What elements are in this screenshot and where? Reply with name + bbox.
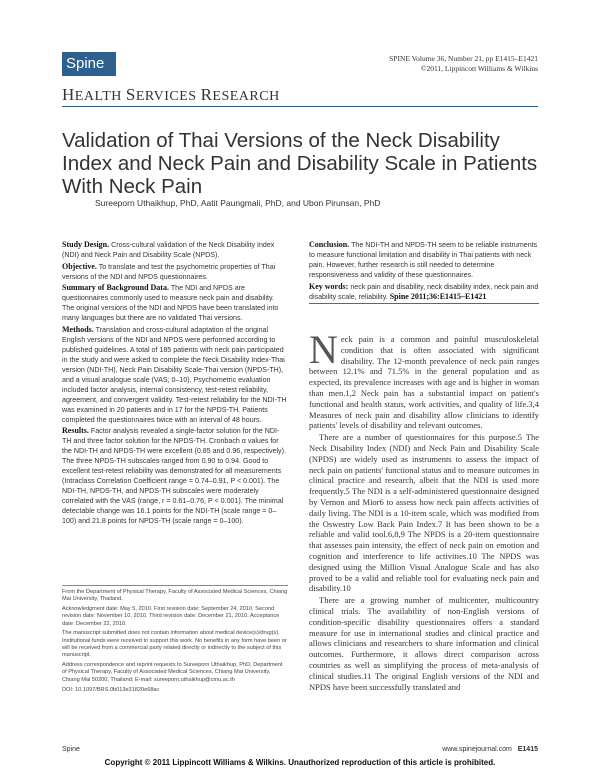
section-heading-initial-r: R: [200, 85, 213, 104]
abstract-text: Translation and cross-cultural adaptation of the original English versions of the NDI and NPDS were performed according to published guidelines. A total of 185 patients with neck pain participated in the study and were asked to complete the Neck Disability Index-Thai version (NDI-TH), Neck Pain Disability Scale-Thai version (NPDS-TH), and a visual analogue scale (VAS; 0–10). Psychometric evaluation included factor analysis, internal consistency, test-retest reliability, agreement, and convergent validity. Test-retest reliability for the NDI-TH was examined in 20 patients and in 17 for the NPDS-TH. Patients completed the questionnaires twice with an interval of 48 hours.: [62, 325, 287, 424]
abstract-label: Objective.: [62, 261, 97, 271]
abstract-citation: Spine 2011;36:E1415–E1421: [389, 291, 487, 301]
journal-info: [389, 54, 538, 74]
abstract-right-column: [309, 240, 539, 303]
body-text-column: [309, 327, 539, 693]
section-heading-initial-s: S: [125, 85, 136, 104]
body-paragraph: There are a growing number of multicenter, multicountry clinical trials. The availability of non-English versions of condition-specific disability questionnaires offers a standard measure for use in international studies and clinical practice and allows clinicians and researchers to share information and clinical outcomes. Furthermore, it allows direct comparison across countries as well as simplifying the process of meta-analysis of clinical studies.11 The original English versions of the NDI and NPDS have been successfully translated and: [309, 595, 539, 692]
footnote-dates: Acknowledgment date: May 5, 2010. First revision date: September 24, 2010. Second revision date: November 10, 2010. Third revision date: December 21, 2010. Acceptance date: December 22, 2010.: [62, 606, 280, 627]
abstract-label: Study Design.: [62, 240, 110, 249]
article-title: Validation of Thai Versions of the Neck Disability Index and Neck Pain and Disability Scale in Patients With Neck Pain: [62, 129, 538, 198]
copyright-notice: Copyright © 2011 Lippincott Williams & Wilkins. Unauthorized reproduction of this article is prohibited.: [104, 758, 496, 767]
article-authors: Sureeporn Uthaikhup, PhD, Aatit Paungmali, PhD, and Ubon Pirunsan, PhD: [95, 198, 381, 208]
journal-logo: Spine: [62, 52, 116, 76]
drop-cap: N: [309, 327, 338, 372]
footnote-divider: [62, 585, 288, 586]
abstract-objective: [62, 262, 288, 282]
section-heading-part-c: ESEARCH: [212, 89, 280, 104]
body-paragraph: [309, 327, 539, 431]
section-heading-part-a: EALTH: [74, 89, 126, 104]
abstract-text: Cross-cultural validation of the Neck Disability Index (NDI) and Neck Pain and Disability Scale (NPDS).: [62, 241, 275, 259]
abstract-background: [62, 283, 288, 323]
abstract-text: The NDI and NPDS are questionnaires commonly used to measure neck pain and disability. The original versions of the NDI and NPDS have been translated into many languages but there are no validated Thai versions.: [62, 284, 279, 322]
abstract-methods: [62, 325, 288, 425]
abstract-text: neck pain and disability, neck disability index, neck pain and disability scale, reliability.: [309, 282, 539, 301]
body-paragraph-text: eck pain is a common and painful musculoskeletal condition that is often associated with significant disability. The 12-month prevalence of neck pain ranges between 12.1% and 71.5% in the general population and as expected, its prevalence increases with age and is higher in woman than men.1,2 Neck pain has a substantial impact on patient's functional and health status, work activities, and quality of life.3,4 Measures of neck pain and disability allow clinicians to identify patients' levels of disability and relevant outcomes.: [309, 334, 539, 431]
footnotes: [62, 589, 288, 696]
journal-copyright-line: ©2011, Lippincott Williams & Wilkins: [420, 64, 538, 73]
body-paragraph: There are a number of questionnaires for this purpose.5 The Neck Disability Index (NDI) and Neck Pain and Disability Scale (NPDS) are widely used as instruments to assess the impact of neck pain on patients' functional status and to measure outcomes in clinical practice and research, albeit that the NDI is used more frequently.5 The NDI is a self-administered questionnaire designed by Vernon and Mior6 to assess how neck pain affects activities of daily living. The NDI is a 10-item scale, which was modified from the Oswestry Low Back Pain Index.7 It has been shown to be a reliable and valid tool.6,8,9 The NPDS is a 20-item questionnaire that assesses pain intensity, the effect of neck pain on emotion and cognition and interference to life activities.10 The NPDS was designed using the Million Visual Analogue Scale and has also proved to be a valid and reliable tool for evaluating neck pain and disability.10: [309, 432, 539, 594]
footnote-doi: DOI: 10.1097/BRS.0b013e31820e68ac: [62, 686, 160, 693]
section-divider: [62, 106, 538, 107]
abstract-text: To translate and test the psychometric properties of Thai versions of the NDI and NPDS questionnaires.: [62, 262, 276, 281]
footer-page-number: E1415: [517, 746, 538, 753]
footnote-funds: The manuscript submitted does not contain information about medical device(s)/drug(s). Institutional funds were received to support this work. No benefits in any form have been or will be received from a commercial party related directly or indirectly to the subject of this manuscript.: [62, 630, 287, 659]
abstract-text: The NDI-TH and NPDS-TH seem to be reliable instruments to measure functional limitation and disability in Thai patients with neck pain. However, further research is still needed to determine responsiveness and validity of these questionnaires.: [309, 241, 538, 279]
abstract-label: Results.: [62, 426, 89, 435]
abstract-text: Factor analysis revealed a single-factor solution for the NDI-TH and three factor solution for the NPDS-TH. Cronbach α values for the NDI-TH and NPDS-TH were excellent (0.85 and 0.96, respectively). The three NPDS-TH subscales ranged from 0.90 to 0.94. Good to excellent test-retest reliability was demonstrated for all measurements (Intraclass Correlation Coefficient range = 0.74–0.91, P < 0.001). The NDI-TH, NPDS-TH, and NPDS-TH subscales were moderately correlated with the VAS (range, r = 0.61–0.76, P < 0.001). The minimal detectable change was 16.1 points for the NDI-TH (scale range = 0–100) and 21.8 points for NPDS-TH (scale range = 0–100).: [62, 427, 286, 525]
abstract-label: Methods.: [62, 324, 94, 334]
abstract-keywords: [309, 282, 539, 302]
footer-right: [442, 746, 538, 753]
abstract-label: Conclusion.: [309, 240, 350, 249]
abstract-divider: [309, 303, 539, 304]
footnote-correspondence: Address correspondence and reprint requests to Sureeporn Uthaikhup, PhD, Department of Physical Therapy, Faculty of Associated Medical Sciences, Chiang Mai University, Chiang Mai 50200, Thailand; E-mail: sureeporn.uthaikhup@cmu.ac.th: [62, 662, 283, 683]
footer-url: www.spinejournal.com: [442, 746, 512, 753]
abstract-left-column: [62, 240, 288, 528]
abstract-study-design: [62, 240, 288, 260]
section-heading: [62, 85, 280, 105]
footer-journal: Spine: [62, 746, 80, 753]
abstract-results: [62, 426, 288, 526]
footnote-affiliation: From the Department of Physical Therapy, Faculty of Associated Medical Sciences, Chiang Mai University, Thailand.: [62, 589, 288, 603]
abstract-label: Summary of Background Data.: [62, 283, 169, 292]
section-heading-part-b: ERVICES: [135, 89, 201, 104]
abstract-label: Key words:: [309, 281, 349, 291]
abstract-conclusion: [309, 240, 539, 280]
journal-volume-line: SPINE Volume 36, Number 21, pp E1415–E1421: [389, 54, 538, 63]
section-heading-initial-h: H: [62, 85, 75, 104]
